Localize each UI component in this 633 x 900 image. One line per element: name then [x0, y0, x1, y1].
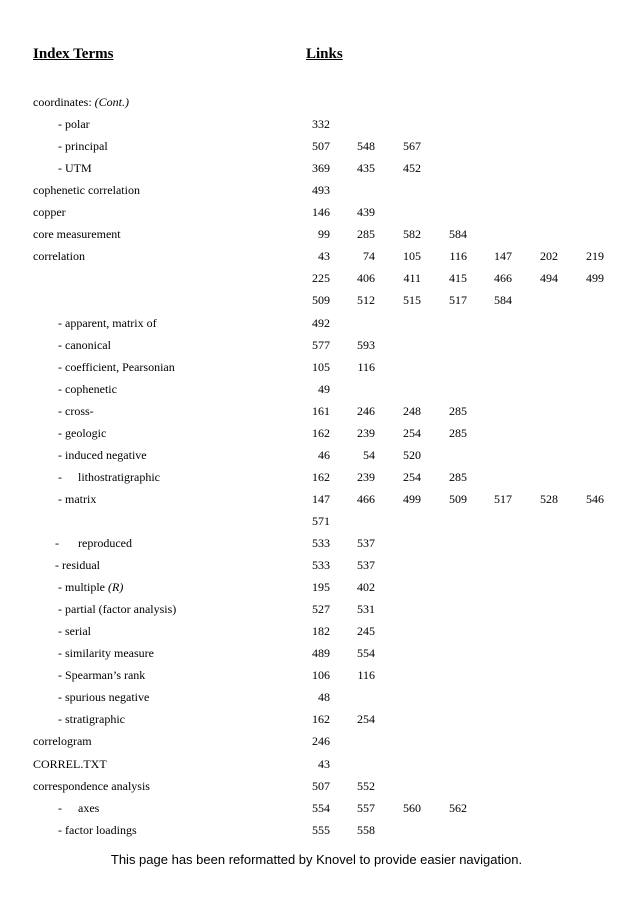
page-link[interactable]: 552: [357, 778, 375, 793]
page-link[interactable]: 245: [357, 624, 375, 639]
index-entry: [0, 819, 633, 841]
entry-term: - multiple (R): [58, 580, 124, 595]
index-entry: [0, 312, 633, 334]
index-entry: [0, 708, 633, 730]
entry-term: correlation: [33, 249, 85, 264]
index-entry: [0, 730, 633, 752]
page-link[interactable]: 512: [357, 293, 375, 308]
entry-term: copper: [33, 205, 66, 220]
entry-term: cophenetic correlation: [33, 183, 140, 198]
page-link[interactable]: 517: [494, 491, 512, 506]
entry-term: - canonical: [58, 337, 111, 352]
page-link[interactable]: 593: [357, 337, 375, 352]
page-link[interactable]: 554: [357, 646, 375, 661]
page-link[interactable]: 507: [312, 778, 330, 793]
entry-term: - polar: [58, 117, 90, 132]
page-link[interactable]: 195: [312, 580, 330, 595]
page-link[interactable]: 106: [312, 668, 330, 683]
page-link[interactable]: 531: [357, 602, 375, 617]
page-link[interactable]: 116: [449, 249, 467, 264]
page-link[interactable]: 499: [403, 491, 421, 506]
index-entry: [0, 179, 633, 201]
index-entry: [0, 620, 633, 642]
entry-dash: -: [58, 469, 62, 484]
index-entry: [0, 223, 633, 245]
page-link[interactable]: 147: [312, 491, 330, 506]
page-link[interactable]: 239: [357, 425, 375, 440]
entry-term: - partial (factor analysis): [58, 602, 177, 617]
index-entry: [0, 289, 633, 311]
page-link[interactable]: 48: [318, 690, 330, 705]
page-link[interactable]: 562: [449, 800, 467, 815]
page-link[interactable]: 254: [357, 712, 375, 727]
page-link[interactable]: 225: [312, 271, 330, 286]
page-link[interactable]: 182: [312, 624, 330, 639]
page-link[interactable]: 402: [357, 580, 375, 595]
index-entry: [0, 686, 633, 708]
page-link[interactable]: 466: [357, 491, 375, 506]
index-entry: [0, 797, 633, 819]
index-entry: [0, 422, 633, 444]
page-link[interactable]: 74: [363, 249, 375, 264]
entry-term: - coefficient, Pearsonian: [58, 359, 175, 374]
page-link[interactable]: 105: [403, 249, 421, 264]
entry-term: - UTM: [58, 161, 92, 176]
page-link[interactable]: 369: [312, 161, 330, 176]
links-header: Links: [306, 46, 343, 62]
page-link[interactable]: 248: [403, 403, 421, 418]
entry-term: core measurement: [33, 227, 121, 242]
page-link[interactable]: 527: [312, 602, 330, 617]
page-link[interactable]: 533: [312, 558, 330, 573]
index-entry: [0, 753, 633, 775]
index-entry: [0, 201, 633, 223]
page-link[interactable]: 43: [318, 249, 330, 264]
index-entry: [0, 510, 633, 532]
page-link[interactable]: 43: [318, 756, 330, 771]
page-link[interactable]: 509: [312, 293, 330, 308]
page-link[interactable]: 406: [357, 271, 375, 286]
page-link[interactable]: 147: [494, 249, 512, 264]
page-link[interactable]: 558: [357, 822, 375, 837]
page-link[interactable]: 46: [318, 447, 330, 462]
index-entry: [0, 356, 633, 378]
page-link[interactable]: 533: [312, 536, 330, 550]
page-link[interactable]: 162: [312, 469, 330, 484]
index-entry: [0, 267, 633, 289]
index-entry: [0, 113, 633, 135]
page-link[interactable]: 162: [312, 712, 330, 727]
page-link[interactable]: 520: [403, 447, 421, 462]
entry-term: - Spearman’s rank: [58, 668, 146, 683]
index-entry: [0, 91, 633, 113]
entry-term: - induced negative: [58, 447, 147, 462]
page-link[interactable]: 246: [312, 734, 330, 749]
page-link[interactable]: 105: [312, 359, 330, 374]
entry-term: correlogram: [33, 734, 92, 749]
page-link[interactable]: 161: [312, 403, 330, 418]
entry-term: lithostratigraphic: [78, 469, 160, 484]
page-link[interactable]: 435: [357, 161, 375, 176]
page-link[interactable]: 489: [312, 646, 330, 661]
page-link[interactable]: 246: [357, 403, 375, 418]
page-link[interactable]: 499: [586, 271, 604, 286]
index-entry: [0, 245, 633, 267]
page-link[interactable]: 567: [403, 139, 421, 154]
page-link[interactable]: 254: [403, 469, 421, 484]
entry-term: - cophenetic: [58, 381, 117, 396]
entry-term-italic: (Cont.): [94, 95, 129, 109]
page-link[interactable]: 116: [357, 668, 375, 683]
entry-term: - cross-: [58, 403, 94, 418]
page-link[interactable]: 332: [312, 117, 330, 132]
entry-term: - residual: [55, 558, 100, 573]
page-link[interactable]: 493: [312, 183, 330, 198]
index-terms-header: Index Terms: [33, 46, 114, 62]
index-entry: [0, 576, 633, 598]
entry-dash: -: [55, 536, 59, 550]
index-entry: [0, 488, 633, 510]
index-entry: [0, 642, 633, 664]
page-link[interactable]: 557: [357, 800, 375, 815]
page-link[interactable]: 548: [357, 139, 375, 154]
page-link[interactable]: 571: [312, 513, 330, 528]
page-link[interactable]: 162: [312, 425, 330, 440]
page-link[interactable]: 116: [357, 359, 375, 374]
page-link[interactable]: 582: [403, 227, 421, 242]
entry-term: - geologic: [58, 425, 107, 440]
page-link[interactable]: 254: [403, 425, 421, 440]
page-link[interactable]: 466: [494, 271, 512, 286]
page-link[interactable]: 99: [318, 227, 330, 242]
page-link[interactable]: 517: [449, 293, 467, 308]
page-link[interactable]: 554: [312, 800, 330, 815]
index-entry: [0, 532, 633, 554]
entry-term: CORREL.TXT: [33, 756, 107, 771]
page-link[interactable]: 560: [403, 800, 421, 815]
page-link[interactable]: 411: [403, 271, 421, 286]
entry-term: - apparent, matrix of: [58, 315, 157, 330]
page-link[interactable]: 452: [403, 161, 421, 176]
page-link[interactable]: 494: [540, 271, 558, 286]
entry-term: - similarity measure: [58, 646, 154, 661]
index-entry: [0, 554, 633, 576]
page-link[interactable]: 146: [312, 205, 330, 220]
page-link[interactable]: 439: [357, 205, 375, 220]
page-link[interactable]: 492: [312, 315, 330, 330]
entry-term: - spurious negative: [58, 690, 150, 705]
index-entry: [0, 466, 633, 488]
page-link[interactable]: 515: [403, 293, 421, 308]
page-link[interactable]: 537: [357, 558, 375, 573]
page-link[interactable]: 528: [540, 491, 558, 506]
page-link[interactable]: 584: [449, 227, 467, 242]
index-entry: [0, 334, 633, 356]
index-entry: [0, 135, 633, 157]
page-link[interactable]: 219: [586, 249, 604, 264]
page-link[interactable]: 285: [449, 469, 467, 484]
index-entry: [0, 400, 633, 422]
page-link[interactable]: 239: [357, 469, 375, 484]
page-link[interactable]: 537: [357, 536, 375, 550]
entry-term: - matrix: [58, 491, 97, 506]
page-link[interactable]: 577: [312, 337, 330, 352]
page-link[interactable]: 555: [312, 822, 330, 837]
page-link[interactable]: 507: [312, 139, 330, 154]
page-link[interactable]: 202: [540, 249, 558, 264]
page-link[interactable]: 509: [449, 491, 467, 506]
page-link[interactable]: 546: [586, 491, 604, 506]
page-link[interactable]: 584: [494, 293, 512, 308]
entry-term: reproduced: [78, 536, 132, 550]
index-entry: [0, 598, 633, 620]
index-entry: [0, 378, 633, 400]
entry-term-italic: (R): [108, 580, 124, 595]
page-link[interactable]: 49: [318, 381, 330, 396]
entry-dash: -: [58, 800, 62, 815]
entry-term: coordinates: (Cont.): [33, 95, 129, 109]
page-link[interactable]: 54: [363, 447, 375, 462]
index-entry: [0, 444, 633, 466]
entry-term: - stratigraphic: [58, 712, 125, 727]
entry-term: axes: [78, 800, 100, 815]
page-link[interactable]: 285: [449, 403, 467, 418]
entry-term: correspondence analysis: [33, 778, 150, 793]
entry-term: - principal: [58, 139, 108, 154]
page-link[interactable]: 415: [449, 271, 467, 286]
entry-term: - factor loadings: [58, 822, 137, 837]
index-entry: [0, 157, 633, 179]
entry-term: - serial: [58, 624, 91, 639]
knovel-footer: This page has been reformatted by Knovel to provide easier navigation.: [110, 852, 523, 867]
index-entry: [0, 664, 633, 686]
page-link[interactable]: 285: [449, 425, 467, 440]
index-entry: [0, 775, 633, 797]
page-link[interactable]: 285: [357, 227, 375, 242]
